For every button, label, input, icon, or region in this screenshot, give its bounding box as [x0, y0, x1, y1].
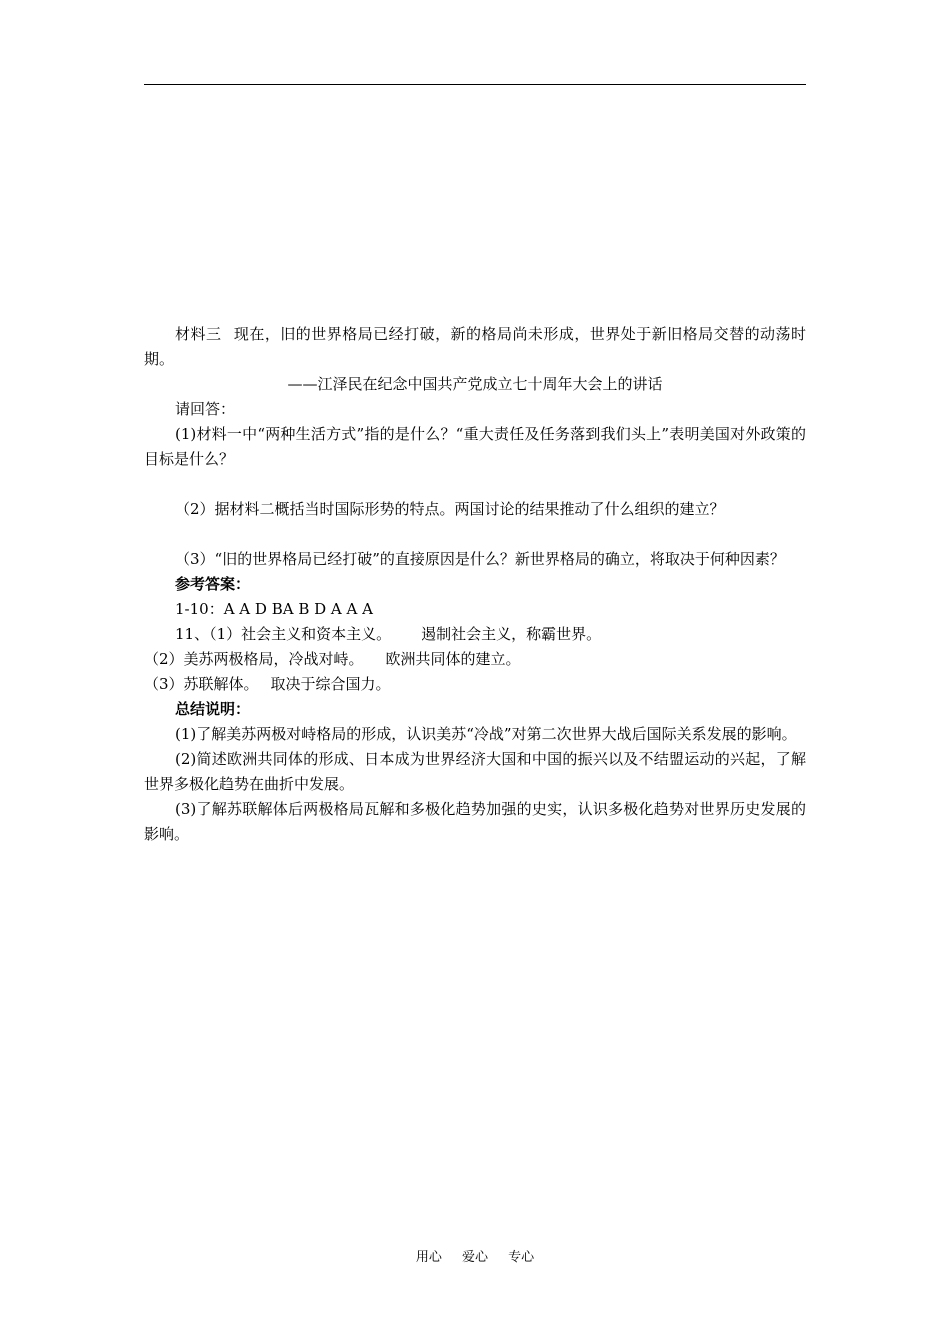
answer-11-3a: （3）苏联解体。 [144, 675, 259, 693]
summary-heading: 总结说明： [175, 700, 251, 718]
material-three-label: 材料三 [175, 325, 222, 343]
answer-11-part-3 [144, 672, 806, 697]
header-rule [144, 84, 806, 85]
summary-item-3: (3)了解苏联解体后两极格局瓦解和多极化趋势加强的史实，认识多极化趋势对世界历史发展的影响。 [144, 800, 806, 843]
answer-11-1a: （1）社会主义和资本主义。 [209, 625, 392, 643]
question-2: （2）据材料二概括当时国际形势的特点。两国讨论的结果推动了什么组织的建立？ [175, 500, 725, 518]
material-three-text: 现在，旧的世界格局已经打破，新的格局尚未形成，世界处于新旧格局交替的动荡时期。 [144, 325, 806, 368]
answer-11-1b: 遏制社会主义，称霸世界。 [421, 625, 602, 643]
summary-item-1: (1)了解美苏两极对峙格局的形成，认识美苏“冷战”对第二次世界大战后国际关系发展的影响。 [175, 725, 797, 743]
material-three-attribution: ——江泽民在纪念中国共产党成立七十周年大会上的讲话 [287, 375, 663, 393]
answer-11-2a: （2）美苏两极格局，冷战对峙。 [144, 650, 364, 668]
material-three-paragraph [144, 322, 806, 372]
answer-11-2b: 欧洲共同体的建立。 [385, 650, 521, 668]
document-body [144, 322, 806, 847]
answers-heading: 参考答案： [175, 575, 251, 593]
answer-11-part-1 [144, 622, 806, 647]
footer-word-2: 爱心 [461, 1250, 488, 1265]
answers-multiple-choice: 1-10：A A D BA B D A A A [175, 600, 373, 618]
footer-word-3: 专心 [508, 1250, 535, 1265]
answer-prompt: 请回答： [175, 400, 236, 418]
answer-11-prefix: 11、 [175, 625, 210, 643]
page-footer [0, 1249, 950, 1267]
answer-11-3b: 取决于综合国力。 [270, 675, 391, 693]
footer-word-1: 用心 [415, 1250, 442, 1265]
answer-11-part-2 [144, 647, 806, 672]
summary-item-2: (2)简述欧洲共同体的形成、日本成为世界经济大国和中国的振兴以及不结盟运动的兴起，了解世界多极化趋势在曲折中发展。 [144, 750, 806, 793]
question-1: (1)材料一中“两种生活方式”指的是什么？“重大责任及任务落到我们头上”表明美国对外政策的目标是什么？ [144, 425, 806, 468]
question-3: （3）“旧的世界格局已经打破”的直接原因是什么？新世界格局的确立，将取决于何种因素？ [175, 550, 785, 568]
